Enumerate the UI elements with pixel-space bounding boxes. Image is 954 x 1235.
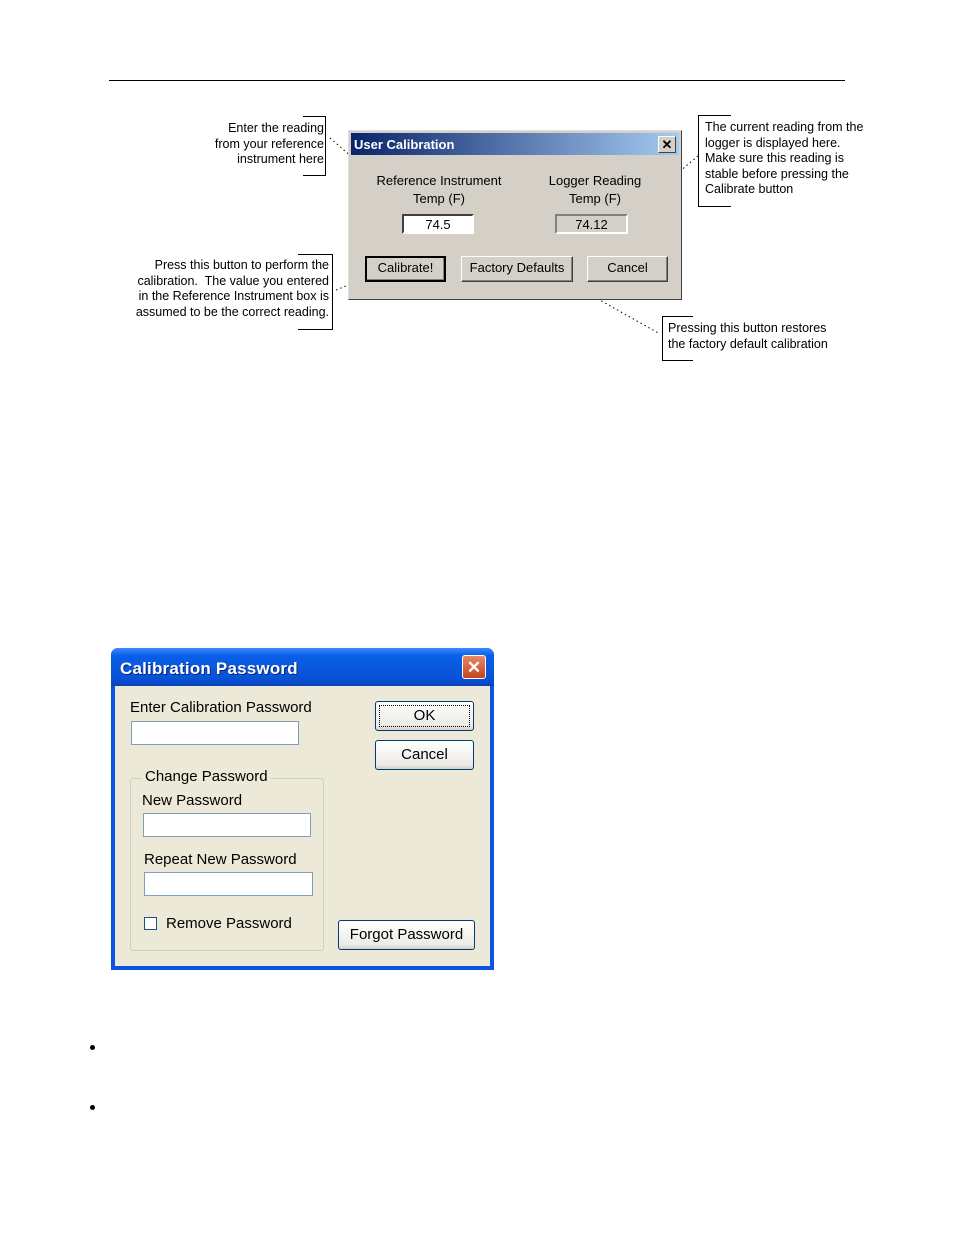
bullet-1 bbox=[90, 1045, 95, 1050]
logger-label-line2: Temp (F) bbox=[569, 191, 621, 206]
dialog-title: Calibration Password bbox=[120, 659, 298, 678]
dialog-body bbox=[115, 686, 490, 966]
forgot-password-button[interactable]: Forgot Password bbox=[338, 920, 475, 950]
reference-input[interactable]: 74.5 bbox=[402, 214, 474, 234]
dialog-title: User Calibration bbox=[354, 137, 455, 152]
ok-button[interactable] bbox=[375, 701, 474, 731]
callout-logger-bracket bbox=[698, 115, 731, 207]
new-password-input[interactable] bbox=[143, 813, 311, 837]
logger-label bbox=[529, 172, 661, 208]
enter-password-label: Enter Calibration Password bbox=[130, 699, 312, 716]
calibration-password-dialog bbox=[111, 648, 494, 970]
callout-reference-bracket bbox=[303, 116, 326, 176]
callout-calibrate: Press this button to perform the calibration. The value you entered in the Reference Instrument box is assumed to be the correct reading. bbox=[135, 258, 329, 319]
new-password-label: New Password bbox=[142, 792, 243, 809]
logger-label-line1: Logger Reading bbox=[548, 173, 642, 188]
ok-button-label: OK bbox=[413, 707, 436, 724]
logger-reading-field: 74.12 bbox=[555, 214, 628, 234]
repeat-password-input[interactable] bbox=[144, 872, 313, 896]
remove-password-checkbox[interactable] bbox=[144, 917, 157, 930]
callout-factory: Pressing this button restores the factory default calibration bbox=[668, 321, 828, 351]
callout-calibrate-bracket bbox=[298, 254, 333, 330]
calibrate-button[interactable]: Calibrate! bbox=[365, 256, 446, 282]
repeat-password-label: Repeat New Password bbox=[144, 851, 297, 868]
change-password-legend: Change Password bbox=[142, 768, 271, 786]
callout-logger: The current reading from the logger is displayed here. Make sure this reading is stable before pressing the Calibrate button bbox=[705, 120, 864, 197]
callout-reference: Enter the reading from your reference instrument here bbox=[214, 121, 324, 167]
calibration-password-titlebar bbox=[111, 648, 494, 686]
enter-password-input[interactable] bbox=[131, 721, 299, 745]
factory-defaults-button[interactable]: Factory Defaults bbox=[461, 256, 573, 282]
callout-factory-bracket bbox=[662, 316, 693, 361]
user-calibration-dialog bbox=[348, 130, 682, 300]
remove-password-label: Remove Password bbox=[166, 915, 292, 932]
reference-label-line1: Reference Instrument bbox=[376, 173, 502, 188]
close-icon[interactable]: ✕ bbox=[658, 136, 676, 153]
reference-label-line2: Temp (F) bbox=[413, 191, 465, 206]
focus-ring bbox=[379, 705, 470, 727]
user-calibration-titlebar bbox=[351, 133, 679, 155]
header-rule bbox=[109, 80, 845, 81]
reference-label bbox=[363, 172, 515, 208]
cancel-button[interactable]: Cancel bbox=[375, 740, 474, 770]
cancel-button[interactable]: Cancel bbox=[587, 256, 668, 282]
bullet-2 bbox=[90, 1105, 95, 1110]
close-icon[interactable]: ✕ bbox=[462, 655, 486, 679]
